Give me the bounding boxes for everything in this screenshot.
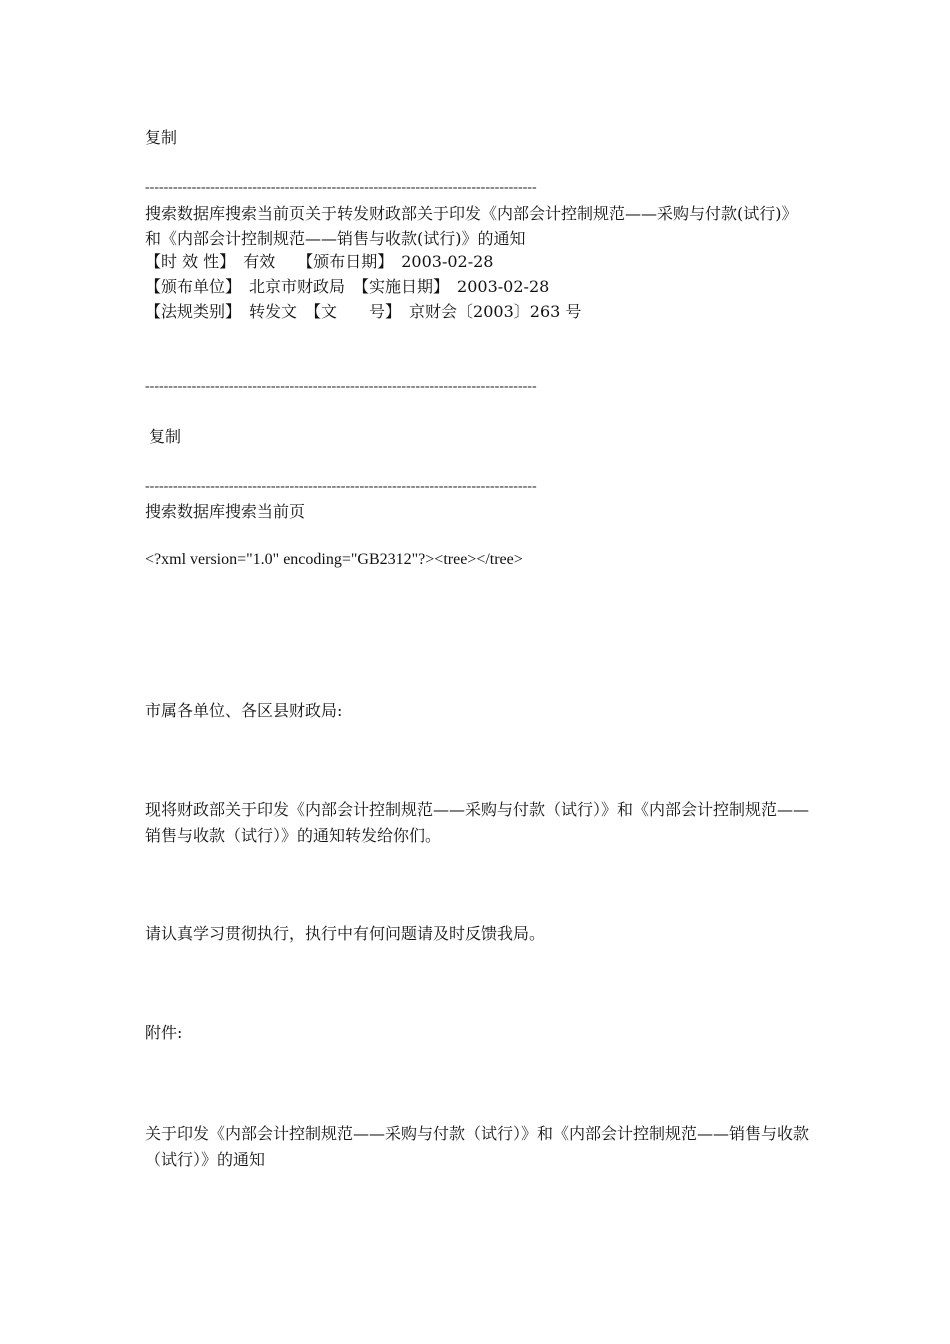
attachment-title: 关于印发《内部会计控制规范——采购与付款（试行）》和《内部会计控制规范——销售与收款（试行）》的通知: [145, 1124, 810, 1169]
paragraph-instruction: 请认真学习贯彻执行，执行中有何问题请及时反馈我局。: [145, 924, 546, 943]
paragraph-forward: 现将财政部关于印发《内部会计控制规范——采购与付款（试行）》和《内部会计控制规范——销售与收款（试行）》的通知转发给你们。: [145, 800, 810, 845]
attachment-label: 附件:: [145, 1023, 183, 1042]
document-heading: [145, 201, 810, 251]
effective-date-value: 2003-02-28: [457, 277, 550, 296]
copy-link-bottom[interactable]: 复制: [149, 427, 182, 446]
search-database-link[interactable]: 搜索数据库搜索当前页: [145, 204, 306, 223]
document-title: 关于转发财政部关于印发《内部会计控制规范——采购与付款(试行)》和《内部会计控制规范——销售与收款(试行)》的通知: [145, 204, 798, 248]
issuer-value: 北京市财政局: [249, 277, 346, 296]
salutation: 市属各单位、各区县财政局:: [145, 701, 343, 720]
doc-number-value: 京财会〔2003〕263 号: [409, 302, 582, 321]
separator-2: ------------------------------------------------------------------------------------: [145, 379, 537, 394]
issue-date-value: 2003-02-28: [401, 252, 494, 271]
copy-link-top[interactable]: 复制: [145, 128, 178, 147]
issue-date-label: 【颁布日期】: [297, 252, 394, 271]
separator-3: ------------------------------------------------------------------------------------: [145, 479, 537, 494]
category-value: 转发文: [249, 302, 298, 321]
meta-row-3: [145, 300, 810, 324]
separator-1: ------------------------------------------------------------------------------------: [145, 180, 537, 195]
effect-label: 【时 效 性】: [145, 252, 236, 271]
search-database-link-2[interactable]: 搜索数据库搜索当前页: [145, 502, 306, 521]
effect-value: 有效: [243, 252, 276, 271]
xml-snippet: <?xml version="1.0" encoding="GB2312"?><tree></tree>: [145, 551, 523, 568]
meta-row-1: [145, 250, 810, 274]
category-label: 【法规类别】: [145, 302, 242, 321]
effective-date-label: 【实施日期】: [353, 277, 450, 296]
issuer-label: 【颁布单位】: [145, 277, 242, 296]
meta-row-2: [145, 275, 810, 299]
doc-number-label: 【文 号】: [305, 302, 402, 321]
